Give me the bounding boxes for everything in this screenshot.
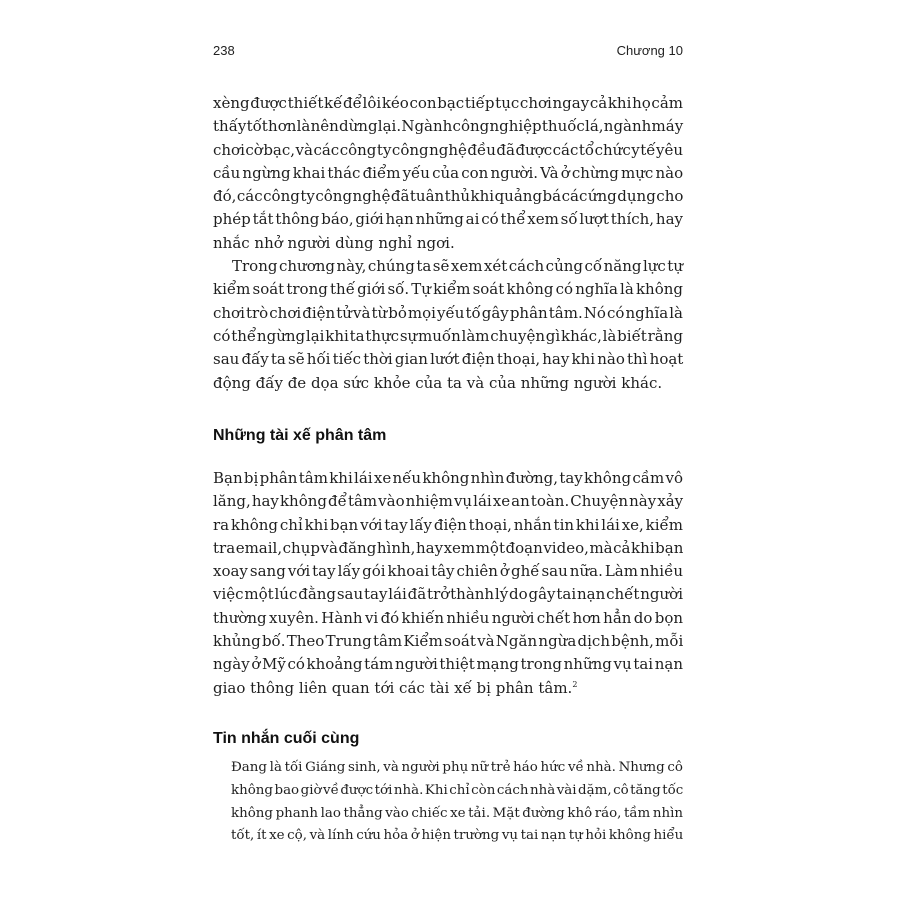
paragraph-3 — [213, 467, 683, 700]
text-line: Bạn bị phân tâm khi lái xe nếu không nhìn đường, tay không cầm vô — [213, 469, 683, 487]
section-heading-distracted-drivers: Những tài xế phân tâm — [213, 427, 387, 444]
text-line: cầu ngừng khai thác điểm yếu của con người. Và ở chừng mực nào — [213, 163, 684, 182]
text-line: xèng được thiết kế để lôi kéo con bạc tiếp tục chơi ngay cả khi họ cảm — [213, 94, 683, 112]
text-line — [213, 677, 683, 700]
text-line: ngày ở Mỹ có khoảng tám người thiệt mạng trong những vụ tai nạn — [213, 655, 683, 674]
text-line: chơi cờ bạc, và các công ty công nghệ đều đã được các tổ chức y tế yêu — [213, 140, 683, 159]
text-line: khủng bố. Theo Trung tâm Kiểm soát và Ngăn ngừa dịch bệnh, mỗi — [213, 632, 684, 651]
block-quote — [231, 757, 683, 848]
quote-line: tốt, ít xe cộ, và lính cứu hỏa ở hiện trường vụ tai nạn tự hỏi không hiểu — [231, 828, 684, 844]
text-line: lăng, hay không để tâm vào nhiệm vụ lái xe an toàn. Chuyện này xảy — [213, 492, 684, 511]
text-line: thấy tốt hơn là nên dừng lại. Ngành công nghiệp thuốc lá, ngành máy — [213, 117, 684, 136]
text-line: thường xuyên. Hành vi đó khiến nhiều người chết hơn hẳn do bọn — [213, 608, 684, 627]
text-line: phép tắt thông báo, giới hạn những ai có thể xem số lượt thích, hay — [213, 210, 683, 229]
footnote-marker[interactable]: 2 — [572, 679, 578, 689]
body-text — [213, 92, 683, 395]
page-number: 238 — [213, 43, 235, 58]
paragraph-1 — [213, 92, 683, 255]
text-line: xoay sang với tay lấy gói khoai tây chiên ở ghế sau nữa. Làm nhiều — [213, 562, 683, 581]
quote-line: không bao giờ về được tới nhà. Khi chỉ còn cách nhà vài dặm, cô tăng tốc — [231, 782, 684, 798]
text-line: động đấy đe dọa sức khỏe của ta và của những người khác. — [213, 373, 663, 392]
text-line: đó, các công ty công nghệ đã tuân thủ khi quảng bá các ứng dụng cho — [213, 187, 684, 206]
text-line: tra email, chụp và đăng hình, hay xem một đoạn video, mà cả khi bạn — [213, 538, 684, 557]
text-line: ra không chỉ khi bạn với tay lấy điện thoại, nhắn tin khi lái xe, kiểm — [213, 515, 683, 534]
text-line: nhắc nhở người dùng nghỉ ngơi. — [213, 233, 455, 252]
quote-line: không phanh lao thẳng vào chiếc xe tải. Mặt đường khô ráo, tầm nhìn — [231, 805, 683, 821]
text-line: có thể ngừng lại khi ta thực sự muốn làm chuyện gì khác, là biết rằng — [213, 326, 683, 345]
section-heading-last-message: Tin nhắn cuối cùng — [213, 730, 360, 747]
text-line: sau đấy ta sẽ hối tiếc thời gian lướt điện thoại, hay khi nào thì hoạt — [213, 350, 684, 369]
text-line: Trong chương này, chúng ta sẽ xem xét cách củng cố năng lực tự — [232, 257, 683, 276]
paragraph-2 — [213, 255, 683, 395]
text-line-content: giao thông liên quan tới các tài xế bị phân tâm. — [213, 678, 573, 697]
text-line: việc một lúc đằng sau tay lái đã trở thành lý do gây tai nạn chết người — [213, 585, 683, 604]
quote-line: Đang là tối Giáng sinh, và người phụ nữ trẻ háo hức về nhà. Nhưng cô — [231, 760, 683, 775]
text-line: kiểm soát trong thế giới số. Tự kiểm soát không có nghĩa là không — [213, 280, 683, 299]
chapter-title: Chương 10 — [616, 43, 683, 58]
text-line: chơi trò chơi điện tử và từ bỏ mọi yếu tố gây phân tâm. Nó có nghĩa là — [213, 303, 683, 322]
